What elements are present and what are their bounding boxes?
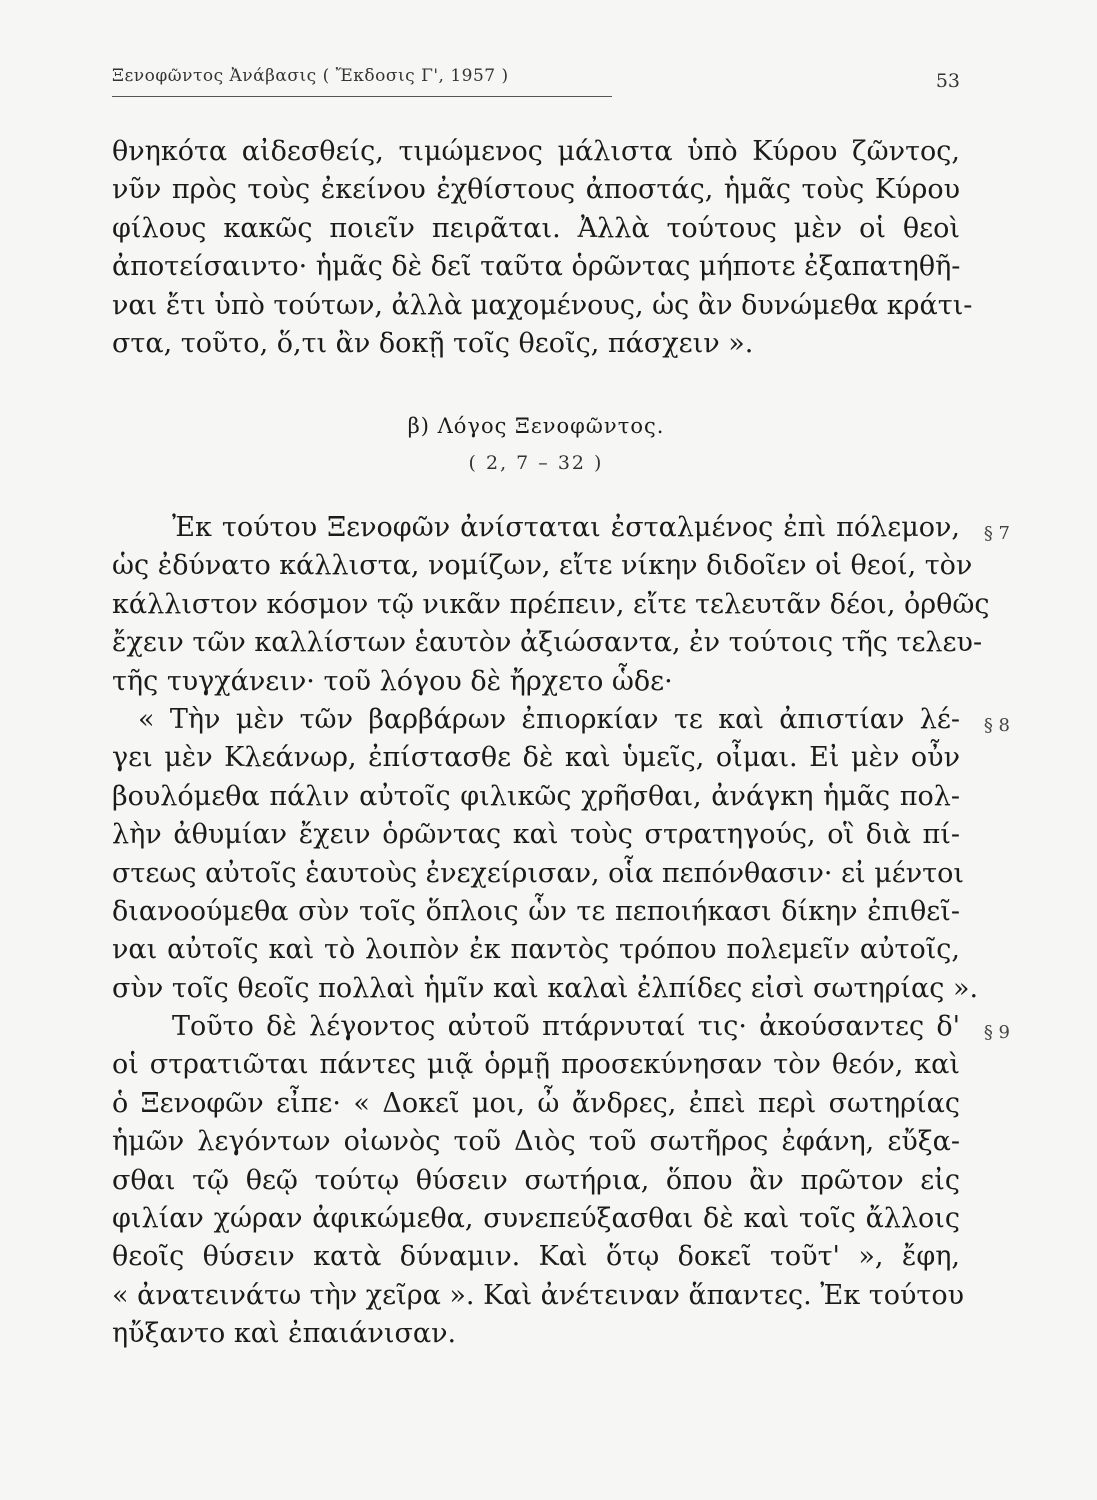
text-line: ἡμῶν λεγόντων οἰωνὸς τοῦ Διὸς τοῦ σωτῆρος ἐφάνη, εὔξα- <box>112 1126 960 1158</box>
text-line: οἱ στρατιῶται πάντες μιᾷ ὁρμῇ προσεκύνησαν τὸν θεόν, καὶ <box>112 1049 960 1081</box>
text-line <box>112 1008 1010 1046</box>
text-line: ἀποτείσαιντο· ἡμᾶς δὲ δεῖ ταῦτα ὁρῶντας μήποτε ἐξαπατηθῆ- <box>112 251 961 283</box>
text-line: στα, τοῦτο, ὅ,τι ἂν δοκῇ τοῖς θεοῖς, πάσχειν ». <box>112 327 754 359</box>
text-line: ηὔξαντο καὶ ἐπαιάνισαν. <box>112 1318 457 1350</box>
section-reference: ( 2, 7 – 32 ) <box>468 452 604 474</box>
text-line: γει μὲν Κλεάνωρ, ἐπίστασθε δὲ καὶ ὑμεῖς, οἶμαι. Εἰ μὲν οὖν <box>112 742 960 774</box>
text-line: λὴν ἀθυμίαν ἔχειν ὁρῶντας καὶ τοὺς στρατηγούς, οἳ διὰ πί- <box>112 819 960 851</box>
text-line: ὁ Ξενοφῶν εἶπε· « Δοκεῖ μοι, ὦ ἄνδρες, ἐπεὶ περὶ σωτηρίας <box>112 1087 960 1119</box>
paragraph-block-1 <box>112 133 973 363</box>
text-line: ναι αὐτοῖς καὶ τὸ λοιπὸν ἐκ παντὸς τρόπου πολεμεῖν αὐτοῖς, <box>112 934 960 966</box>
text-line: βουλόμεθα πάλιν αὐτοῖς φιλικῶς χρῆσθαι, ἀνάγκη ἡμᾶς πολ- <box>112 780 960 812</box>
section-heading: β) Λόγος Ξενοφῶντος. <box>407 414 665 438</box>
text-line: ὡς ἐδύνατο κάλλιστα, νομίζων, εἴτε νίκην διδοῖεν οἱ θεοί, τὸν <box>112 550 973 582</box>
text-line: φίλους κακῶς ποιεῖν πειρᾶται. Ἀλλὰ τούτους μὲν οἱ θεοὶ <box>112 212 960 244</box>
text-line: νῦν πρὸς τοὺς ἐκείνου ἐχθίστους ἀποστάς, ἡμᾶς τοὺς Κύρου <box>112 174 960 206</box>
text-line <box>112 509 1010 547</box>
text-line <box>112 701 1010 739</box>
page-number: 53 <box>935 70 960 92</box>
text-line: σὺν τοῖς θεοῖς πολλαὶ ἡμῖν καὶ καλαὶ ἐλπίδες εἰσὶ σωτηρίας ». <box>112 972 979 1004</box>
text-line: τῆς τυγχάνειν· τοῦ λόγου δὲ ἤρχετο ὧδε· <box>112 665 673 697</box>
header-rule <box>112 96 612 97</box>
text-line: ναι ἔτι ὑπὸ τούτων, ἀλλὰ μαχομένους, ὡς ἂν δυνώμεθα κράτι- <box>112 289 973 321</box>
page-header <box>112 58 960 98</box>
text-line: ἔχειν τῶν καλλίστων ἑαυτὸν ἀξιώσαντα, ἐν τούτοις τῆς τελευ- <box>112 627 983 659</box>
paragraph-block-2 <box>112 509 1010 1354</box>
section-marker: § 7 <box>983 523 1010 544</box>
section-marker: § 9 <box>983 1022 1010 1044</box>
text-line: « ἀνατεινάτω τὴν χεῖρα ». Καὶ ἀνέτειναν ἅπαντες. Ἐκ τούτου <box>112 1279 964 1311</box>
text-line-content: « Τὴν μὲν τῶν βαρβάρων ἐπιορκίαν τε καὶ ἀπιστίαν λέ- <box>138 703 960 735</box>
text-line: σθαι τῷ θεῷ τούτῳ θύσειν σωτήρια, ὅπου ἂν πρῶτον εἰς <box>112 1164 960 1196</box>
text-line: θεοῖς θύσειν κατὰ δύναμιν. Καὶ ὅτῳ δοκεῖ τοῦτ' », ἔφη, <box>112 1241 960 1273</box>
text-line: διανοούμεθα σὺν τοῖς ὅπλοις ὧν τε πεποιήκασι δίκην ἐπιθεῖ- <box>112 895 960 927</box>
text-line: στεως αὐτοῖς ἑαυτοὺς ἐνεχείρισαν, οἷα πεπόνθασιν· εἰ μέντοι <box>112 857 964 889</box>
text-line: κάλλιστον κόσμον τῷ νικᾶν πρέπειν, εἴτε τελευτᾶν δέοι, ὀρθῶς <box>112 588 990 620</box>
text-line-content: Τοῦτο δὲ λέγοντος αὐτοῦ πτάρνυταί τις· ἀκούσαντες δ' <box>172 1011 960 1043</box>
text-line-content: Ἐκ τούτου Ξενοφῶν ἀνίσταται ἐσταλμένος ἐπὶ πόλεμον, <box>172 512 960 543</box>
section-marker: § 8 <box>983 714 1010 736</box>
text-line: φιλίαν χώραν ἀφικώμεθα, συνεπεύξασθαι δὲ καὶ τοῖς ἄλλοις <box>112 1203 960 1235</box>
running-head: Ξενοφῶντος Ἀνάβασις ( Ἔκδοσις Γ', 1957 ) <box>112 66 509 86</box>
text-line: θνηκότα αἰδεσθείς, τιμώμενος μάλιστα ὑπὸ Κύρου ζῶντος, <box>112 136 960 167</box>
